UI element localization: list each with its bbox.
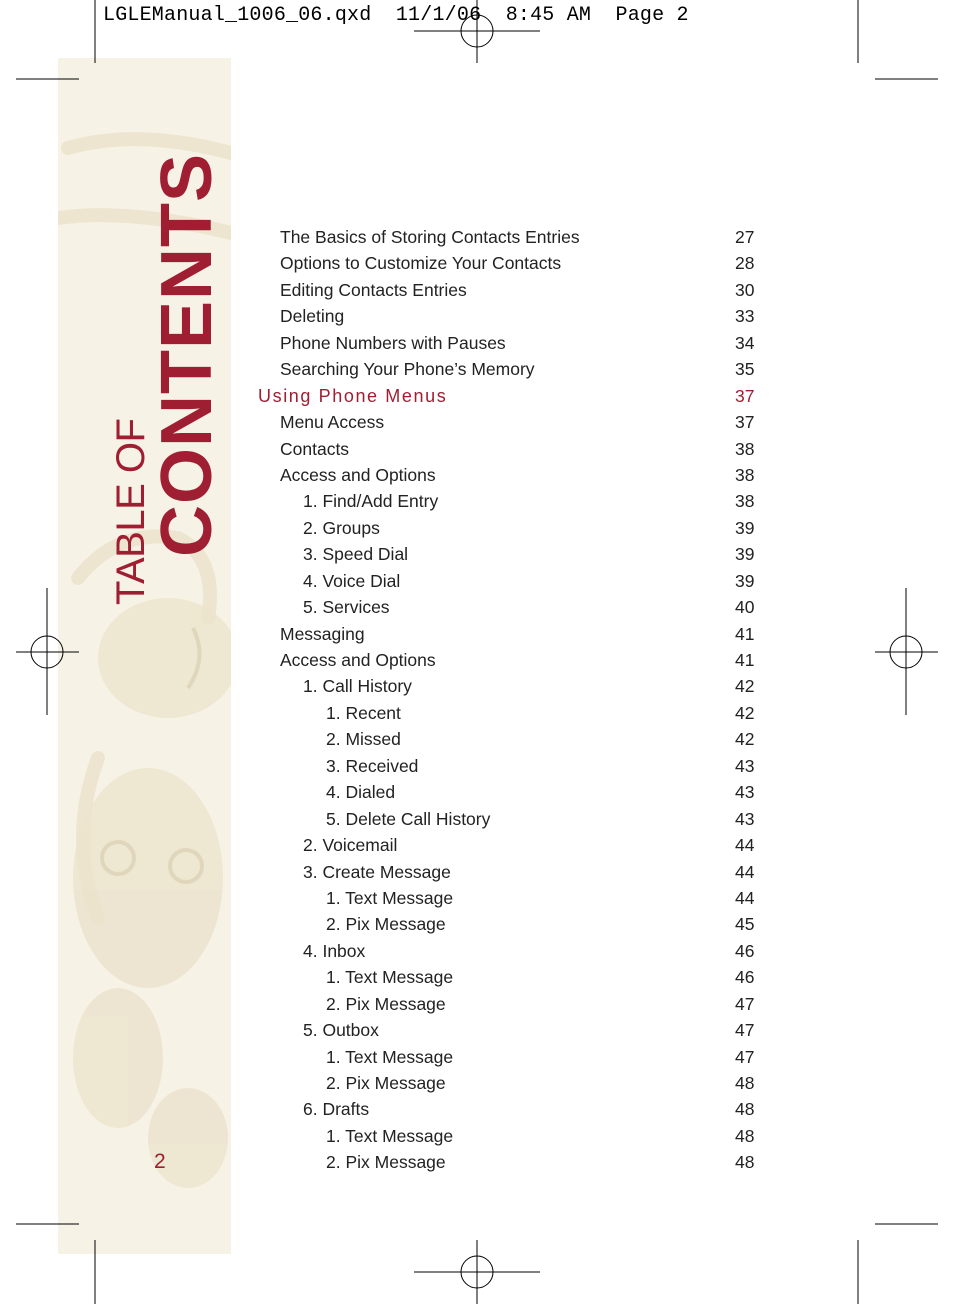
toc-entry-title: 5. Outbox [303,1020,379,1041]
toc-entry-title: Messaging [280,623,365,644]
toc-entry-title: Searching Your Phone’s Memory [280,359,535,380]
toc-entry-page: 28 [735,253,755,274]
toc-entry-title: 1. Find/Add Entry [303,491,439,512]
toc-entry-page: 42 [735,729,755,750]
toc-entry-title: Options to Customize Your Contacts [280,253,562,274]
toc-entry-title: 2. Pix Message [326,993,446,1014]
toc-entry-title: Access and Options [280,650,436,670]
toc-entry-page: 37 [735,385,755,406]
toc-entry-page: 48 [735,1125,755,1146]
toc-entry-page: 37 [735,412,755,433]
toc-entry-page: 43 [735,808,755,829]
slug-file: LGLEManual_1006_06.qxd [103,4,372,27]
title-table-of: TABLE OF [109,418,153,605]
toc-entry-title: 1. Text Message [326,1125,454,1146]
toc-entry-page: 44 [735,887,755,908]
title-contents: CONTENTS [147,153,227,557]
toc-entry-page: 39 [735,570,755,591]
slug-page: Page 2 [615,4,689,27]
toc-entry-page: 38 [735,464,755,485]
toc-entry-page: 42 [735,702,755,723]
toc-entry-title: 5. Services [303,597,390,618]
toc-entry-page: 41 [735,650,755,670]
toc-entry-title: 4. Dialed [326,782,396,803]
toc-entry-page: 48 [735,1099,755,1120]
toc-entry-page: 44 [735,835,755,856]
toc-entry-title: 3. Speed Dial [303,544,409,565]
toc-entry-title: 4. Inbox [303,940,366,961]
toc-entry-title: 2. Pix Message [326,1073,446,1093]
toc-entry-title: 4. Voice Dial [303,570,401,591]
toc-entry-title: Access and Options [280,464,436,485]
registration-target-icon [16,0,938,1304]
toc-entry-page: 27 [735,227,755,247]
toc-entry-title: 1. Recent [326,702,401,723]
slug-date: 11/1/06 [395,4,482,27]
toc-entry-page: 39 [735,544,755,565]
toc-entry-title: Editing Contacts Entries [280,279,467,300]
toc-entry-title: 2. Voicemail [303,835,398,856]
toc-entry-title: 2. Pix Message [326,914,446,935]
toc-entry-page: 47 [735,993,755,1014]
toc-entry-page: 38 [735,438,755,459]
page-number: 2 [154,1150,166,1173]
slug-time: 8:45 AM [505,4,592,27]
toc-entry-title: 1. Call History [303,676,412,697]
toc-entry-title: The Basics of Storing Contacts Entries [280,227,580,247]
toc-entry-title: Using Phone Menus [258,385,448,406]
toc-entry-page: 39 [735,517,755,538]
toc-entry-title: 1. Text Message [326,887,454,908]
toc-entry-page: 48 [735,1073,755,1093]
toc-entry-page: 43 [735,755,755,776]
toc-entry-page: 42 [735,676,755,697]
toc-entry-title: 1. Text Message [326,967,454,988]
toc-entry-title: Contacts [280,438,350,459]
toc-entry-title: 6. Drafts [303,1099,370,1120]
toc-entry-title: 2. Groups [303,517,380,538]
toc-entry-title: 2. Pix Message [326,1152,446,1173]
toc-entry-title: Deleting [280,306,345,327]
toc-entry-title: Menu Access [280,412,385,433]
toc-entry-page: 30 [735,279,755,300]
toc-entry-page: 38 [735,491,755,512]
toc-entry-page: 47 [735,1020,755,1041]
toc-entry-page: 33 [735,306,755,327]
toc-entry-title: Phone Numbers with Pauses [280,332,506,353]
toc-entry-page: 34 [735,332,755,353]
toc-entry-title: 1. Text Message [326,1046,454,1067]
toc-entry-page: 43 [735,782,755,803]
toc-entry-page: 41 [735,623,755,644]
toc-entry-page: 44 [735,861,755,882]
toc-entry-page: 48 [735,1152,755,1173]
toc-entry-page: 35 [735,359,755,380]
toc-entry-page: 40 [735,597,755,618]
toc-entry-title: 3. Received [326,755,419,776]
toc-entry-title: 5. Delete Call History [326,808,491,829]
toc-entry-title: 2. Missed [326,729,401,750]
toc-entry-page: 45 [735,914,755,935]
toc-entry-page: 46 [735,967,755,988]
toc-entry-page: 47 [735,1046,755,1067]
toc-entry-title: 3. Create Message [303,861,451,882]
toc-entry-page: 46 [735,940,755,961]
